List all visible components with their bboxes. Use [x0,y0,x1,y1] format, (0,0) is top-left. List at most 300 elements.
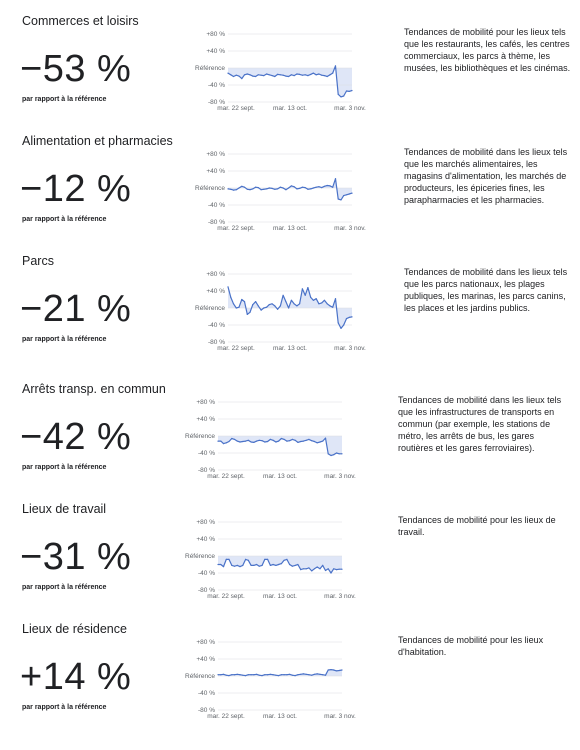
category-section [0,14,580,136]
data-point [237,674,238,675]
data-point [325,570,326,571]
data-point [349,317,350,318]
data-point [217,441,218,442]
data-point [261,310,262,311]
data-point [230,74,231,75]
y-tick-label: +40 % [206,48,225,56]
data-point [286,674,287,675]
y-tick-label: +80 % [196,399,215,407]
data-point [310,74,311,75]
data-point [263,189,264,190]
data-point [311,570,312,571]
data-point [259,566,260,567]
data-point [343,95,344,96]
data-point [332,307,333,308]
data-point [321,75,322,76]
data-point [325,438,326,439]
data-point [234,566,235,567]
data-point [274,76,275,77]
category-title: Lieux de travail [22,502,107,516]
series-line [228,179,352,200]
data-point [316,298,317,299]
data-point [280,305,281,306]
headline-percent: −31 % [20,536,132,578]
data-point [310,188,311,189]
data-point [234,439,235,440]
data-point [319,441,320,442]
data-point [275,441,276,442]
data-point [307,75,308,76]
data-point [335,178,336,179]
data-point [249,74,250,75]
data-point [338,198,339,199]
data-point [302,75,303,76]
data-point [251,674,252,675]
data-point [277,309,278,310]
data-point [351,193,352,194]
data-point [285,189,286,190]
data-point [300,569,301,570]
data-point [316,187,317,188]
data-point [321,187,322,188]
data-point [233,76,234,77]
data-point [307,287,308,288]
data-point [244,187,245,188]
data-point [261,75,262,76]
data-point [236,75,237,76]
data-point [305,295,306,296]
data-point [285,76,286,77]
x-tick-label: mar. 13 oct. [263,593,297,600]
category-section [0,622,580,744]
data-point [314,674,315,675]
data-point [245,559,246,560]
y-tick-label: -80 % [208,339,225,347]
data-point [272,188,273,189]
data-point [339,453,340,454]
data-point [294,75,295,76]
x-tick-label: mar. 13 oct. [263,473,297,480]
data-point [284,439,285,440]
data-point [297,564,298,565]
x-tick-label: mar. 22 sept. [217,345,255,352]
data-point [256,674,257,675]
data-point [351,316,352,317]
data-point [266,188,267,189]
data-point [294,186,295,187]
data-point [349,91,350,92]
data-point [233,303,234,304]
data-point [280,187,281,188]
data-point [255,76,256,77]
category-description: Tendances de mobilité pour les lieux tels que les restaurants, les cafés, les centres commerciaux, les parcs à thème, les musées, les bibliothèques et les cinémas. [404,27,571,73]
data-point [318,73,319,74]
data-point [241,186,242,187]
data-point [237,565,238,566]
baseline-band [228,287,352,329]
data-point [269,187,270,188]
baseline-band [218,436,342,456]
data-point [330,669,331,670]
data-point [262,675,263,676]
data-point [248,560,249,561]
data-point [227,73,228,74]
data-point [242,675,243,676]
x-tick-label: mar. 3 nov. [324,713,356,720]
data-point [223,443,224,444]
data-point [267,559,268,560]
y-tick-label: +40 % [196,536,215,544]
y-tick-label: +40 % [206,168,225,176]
data-point [322,565,323,566]
y-tick-label: -40 % [208,322,225,330]
data-point [274,305,275,306]
x-tick-label: mar. 22 sept. [217,225,255,232]
baseline-subtitle: par rapport à la référence [22,464,107,471]
data-point [340,328,341,329]
trend-chart [186,254,366,352]
data-point [318,186,319,187]
data-point [278,441,279,442]
series-line [218,670,342,676]
data-point [245,441,246,442]
data-point [330,572,331,573]
data-point [349,193,350,194]
data-point [249,189,250,190]
data-point [308,674,309,675]
x-tick-label: mar. 3 nov. [334,225,366,232]
data-point [305,187,306,188]
data-point [264,674,265,675]
data-point [227,286,228,287]
data-point [228,441,229,442]
category-description: Tendances de mobilité dans les lieux tels que les marchés alimentaires, les magasins d'alimentation, les marchés de producteurs, les épiceries fines, les parapharmacies et les pharmacies. [404,147,568,205]
data-point [328,568,329,569]
y-tick-label: -40 % [198,570,215,578]
data-point [258,305,259,306]
data-point [217,564,218,565]
data-point [311,675,312,676]
data-point [242,565,243,566]
data-point [329,305,330,306]
data-point [295,565,296,566]
data-point [283,187,284,188]
data-point [231,674,232,675]
data-point [262,565,263,566]
data-point [288,187,289,188]
data-point [306,440,307,441]
headline-percent: −21 % [20,288,132,330]
category-description: Tendances de mobilité pour les lieux de travail. [398,515,556,537]
data-point [295,440,296,441]
data-point [247,189,248,190]
y-tick-label: -80 % [198,587,215,595]
category-description: Tendances de mobilité dans les lieux tels que les infrastructures de transports en commun (par exemple, les stations de métro, les arrêts de bus, les gares routières et les gares ferroviaires). [398,395,562,453]
data-point [302,187,303,188]
y-tick-label: -40 % [208,82,225,90]
data-point [238,187,239,188]
data-point [227,188,228,189]
data-point [253,674,254,675]
data-point [336,670,337,671]
data-point [283,75,284,76]
data-point [340,199,341,200]
data-point [305,74,306,75]
data-point [308,439,309,440]
data-point [275,675,276,676]
data-point [333,568,334,569]
data-point [335,298,336,299]
y-tick-label: Référence [195,305,225,313]
y-tick-label: +40 % [196,656,215,664]
trend-chart [186,14,366,112]
data-point [238,307,239,308]
data-point [310,297,311,298]
data-point [339,569,340,570]
data-point [338,322,339,323]
y-tick-label: +80 % [196,639,215,647]
data-point [238,76,239,77]
data-point [241,299,242,300]
data-point [259,440,260,441]
x-tick-label: mar. 22 sept. [207,713,245,720]
data-point [303,673,304,674]
data-point [253,442,254,443]
data-point [335,65,336,66]
data-point [272,303,273,304]
baseline-subtitle: par rapport à la référence [22,216,107,223]
y-tick-label: -40 % [198,450,215,458]
data-point [284,560,285,561]
baseline-subtitle: par rapport à la référence [22,336,107,343]
y-tick-label: Référence [195,185,225,193]
category-title: Alimentation et pharmacies [22,134,173,148]
x-tick-label: mar. 22 sept. [207,593,245,600]
category-section [0,134,580,256]
data-point [291,74,292,75]
data-point [327,303,328,304]
data-point [341,569,342,570]
data-point [231,438,232,439]
headline-percent: +14 % [20,656,132,698]
data-point [303,441,304,442]
data-point [314,568,315,569]
data-point [313,187,314,188]
y-tick-label: +80 % [206,31,225,39]
data-point [284,674,285,675]
data-point [328,669,329,670]
x-tick-label: mar. 13 oct. [263,713,297,720]
data-point [261,189,262,190]
data-point [263,75,264,76]
baseline-subtitle: par rapport à la référence [22,704,107,711]
data-point [220,564,221,565]
x-tick-label: mar. 3 nov. [324,593,356,600]
data-point [341,453,342,454]
data-point [253,565,254,566]
data-point [272,75,273,76]
data-point [308,567,309,568]
data-point [220,441,221,442]
data-point [340,96,341,97]
y-tick-label: +40 % [206,288,225,296]
category-section [0,502,580,624]
data-point [281,438,282,439]
y-tick-label: +80 % [206,151,225,159]
data-point [242,441,243,442]
data-point [278,675,279,676]
x-tick-label: mar. 13 oct. [273,105,307,112]
data-point [343,195,344,196]
headline-percent: −12 % [20,168,132,210]
data-point [233,190,234,191]
data-point [317,442,318,443]
data-point [266,73,267,74]
data-point [247,73,248,74]
data-point [324,75,325,76]
x-tick-label: mar. 13 oct. [273,225,307,232]
data-point [252,188,253,189]
data-point [292,439,293,440]
data-point [231,565,232,566]
data-point [343,324,344,325]
data-point [306,674,307,675]
headline-percent: −53 % [20,48,132,90]
data-point [270,439,271,440]
data-point [247,314,248,315]
data-point [292,675,293,676]
data-point [269,74,270,75]
data-point [248,440,249,441]
data-point [286,559,287,560]
y-tick-label: -80 % [198,467,215,475]
data-point [288,307,289,308]
data-point [277,74,278,75]
data-point [296,73,297,74]
data-point [295,675,296,676]
data-point [324,186,325,187]
x-tick-label: mar. 22 sept. [217,105,255,112]
data-point [297,442,298,443]
y-tick-label: Référence [185,433,215,441]
trend-chart [176,382,356,480]
data-point [324,300,325,301]
data-point [262,440,263,441]
category-section [0,254,580,376]
data-point [226,442,227,443]
data-point [277,188,278,189]
data-point [325,675,326,676]
category-section [0,382,580,504]
data-point [291,300,292,301]
data-point [256,564,257,565]
data-point [274,189,275,190]
x-tick-label: mar. 3 nov. [334,345,366,352]
data-point [321,302,322,303]
category-description: Tendances de mobilité dans les lieux tels que les parcs nationaux, les plages publiques, les marinas, les parcs canins, les places et les jardins publics. [404,267,568,313]
data-point [280,74,281,75]
data-point [266,307,267,308]
trend-chart [176,622,356,720]
x-tick-label: mar. 3 nov. [324,473,356,480]
x-tick-label: mar. 3 nov. [334,105,366,112]
data-point [291,185,292,186]
data-point [249,312,250,313]
data-point [258,187,259,188]
data-point [329,74,330,75]
data-point [239,441,240,442]
data-point [267,674,268,675]
data-point [317,566,318,567]
data-point [281,563,282,564]
data-point [264,559,265,560]
y-tick-label: Référence [195,65,225,73]
data-point [255,301,256,302]
data-point [299,303,300,304]
data-point [285,301,286,302]
y-tick-label: +80 % [196,519,215,527]
y-tick-label: +40 % [196,416,215,424]
data-point [294,303,295,304]
data-point [339,670,340,671]
category-title: Commerces et loisirs [22,14,139,28]
data-point [226,559,227,560]
data-point [228,675,229,676]
data-point [329,185,330,186]
data-point [333,454,334,455]
data-point [289,440,290,441]
data-point [264,441,265,442]
data-point [239,674,240,675]
data-point [327,185,328,186]
data-point [278,564,279,565]
data-point [236,189,237,190]
data-point [263,307,264,308]
y-tick-label: -80 % [208,99,225,107]
data-point [230,297,231,298]
data-point [336,452,337,453]
data-point [297,674,298,675]
data-point [292,566,293,567]
data-point [346,194,347,195]
data-point [317,673,318,674]
data-point [303,568,304,569]
data-point [333,669,334,670]
data-point [244,301,245,302]
data-point [338,94,339,95]
data-point [228,559,229,560]
y-tick-label: Référence [185,673,215,681]
data-point [311,440,312,441]
data-point [332,187,333,188]
data-point [336,569,337,570]
data-point [255,187,256,188]
data-point [259,675,260,676]
data-point [318,303,319,304]
data-point [220,674,221,675]
baseline-subtitle: par rapport à la référence [22,96,107,103]
data-point [239,566,240,567]
data-point [330,455,331,456]
data-point [296,188,297,189]
data-point [256,441,257,442]
data-point [245,675,246,676]
data-point [244,74,245,75]
data-point [306,568,307,569]
data-point [217,674,218,675]
data-point [273,564,274,565]
data-point [273,674,274,675]
